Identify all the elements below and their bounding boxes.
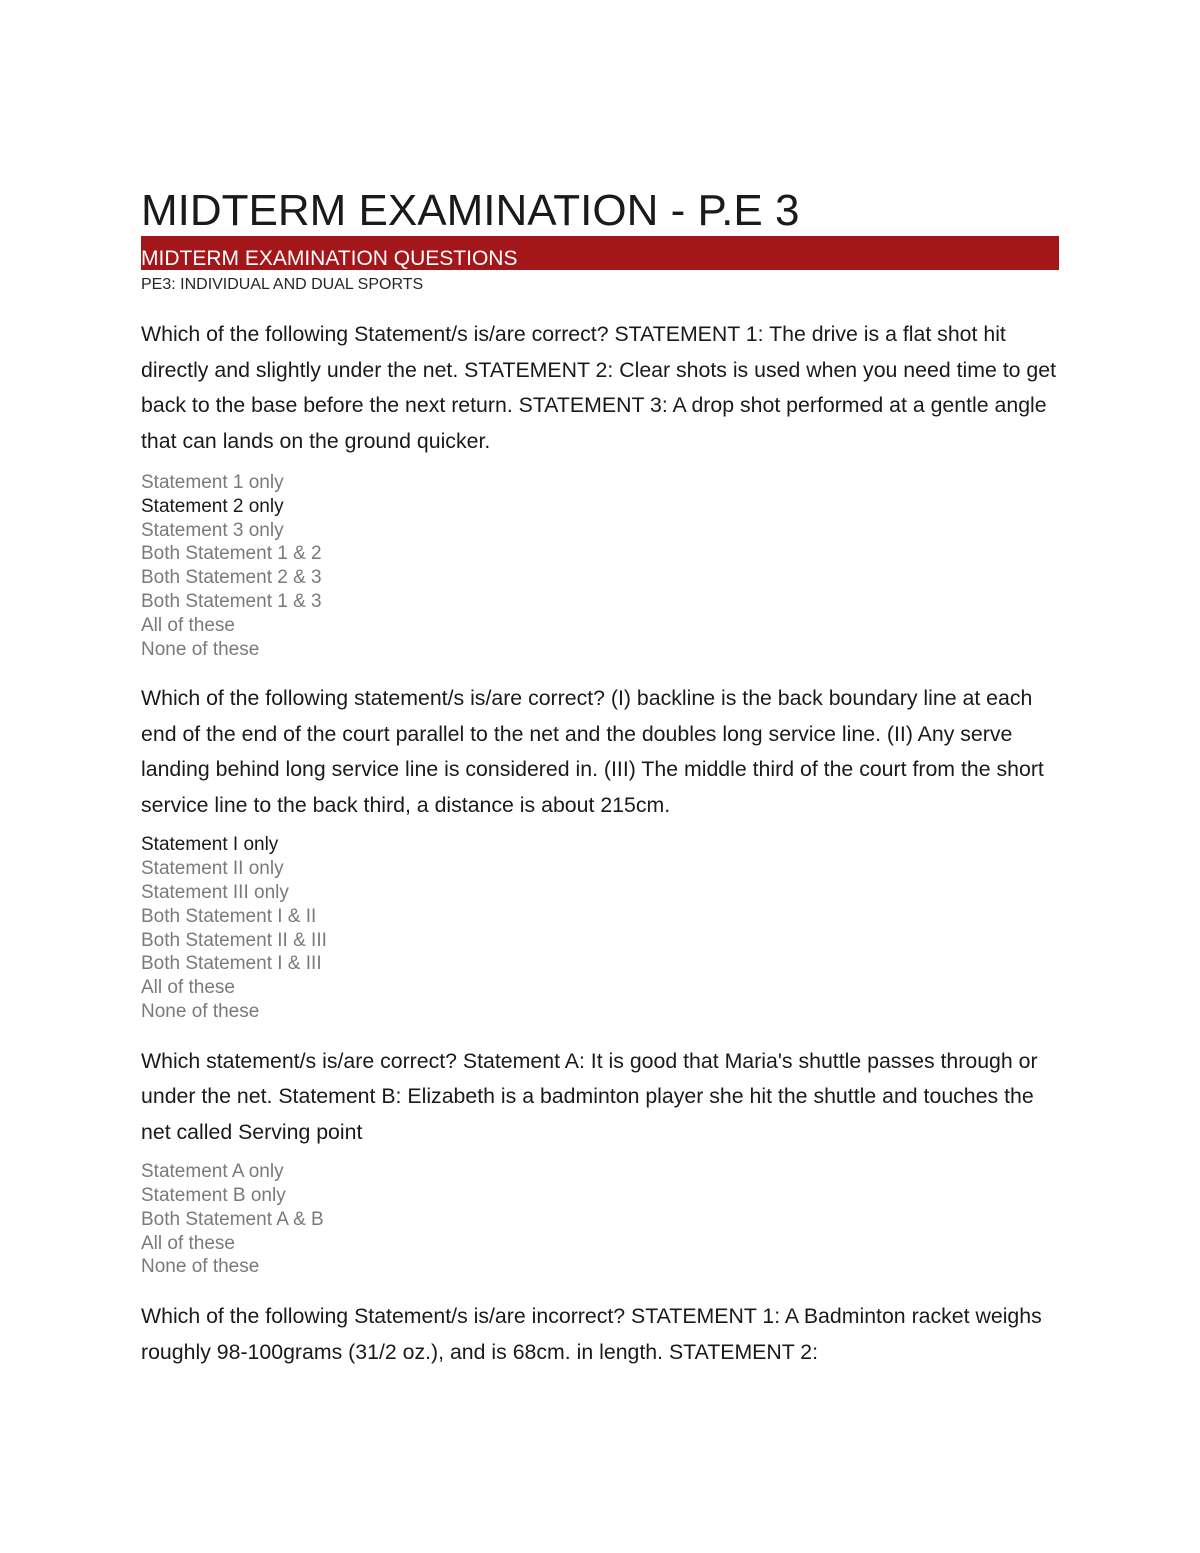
question-2-text: Which of the following statement/s is/are correct? (I) backline is the back boundary line at each end of the end of the court parallel to the net and the doubles long service line. (II) Any serve landing behind long service line is considered in. (III) The middle third of the court from the short service line to the back third, a distance is about 215cm. <box>141 686 1044 817</box>
question-4-text: Which of the following Statement/s is/are incorrect? STATEMENT 1: A Badminton racket weighs roughly 98-100grams (31/2 oz.), and is 68cm. in length. STATEMENT 2: <box>141 1304 1042 1364</box>
question-3-option-4[interactable]: All of these <box>141 1232 235 1254</box>
question-2-option-8[interactable]: None of these <box>141 1000 260 1022</box>
section-banner: MIDTERM EXAMINATION QUESTIONS <box>141 236 1059 270</box>
course-subtitle: PE3: INDIVIDUAL AND DUAL SPORTS <box>141 276 424 293</box>
question-3-option-2[interactable]: Statement B only <box>141 1185 286 1207</box>
question-1-options <box>141 471 1059 661</box>
question-3-option-1[interactable]: Statement A only <box>141 1161 284 1183</box>
question-2-option-2[interactable]: Statement II only <box>141 858 284 880</box>
document-title: MIDTERM EXAMINATION - P.E 3 <box>141 186 800 235</box>
question-2-options <box>141 833 1059 1023</box>
question-2-option-6[interactable]: Both Statement I & III <box>141 953 322 975</box>
question-3-option-3[interactable]: Both Statement A & B <box>141 1208 324 1230</box>
question-1-text: Which of the following Statement/s is/are correct? STATEMENT 1: The drive is a flat shot hit directly and slightly under the net. STATEMENT 2: Clear shots is used when you need time to get back to the base before the next return. STATEMENT 3: A drop shot performed at a gentle angle that can lands on the ground quicker. <box>141 322 1057 453</box>
question-1-option-7[interactable]: All of these <box>141 614 235 636</box>
question-1-option-1[interactable]: Statement 1 only <box>141 472 284 493</box>
question-2-option-7[interactable]: All of these <box>141 977 235 999</box>
question-3-option-5[interactable]: None of these <box>141 1256 260 1278</box>
question-3-options <box>141 1160 1059 1279</box>
question-2-option-5[interactable]: Both Statement II & III <box>141 929 327 951</box>
question-1-option-2-selected[interactable]: Statement 2 only <box>141 495 284 517</box>
question-2-option-4[interactable]: Both Statement I & II <box>141 905 317 927</box>
question-1-option-3[interactable]: Statement 3 only <box>141 519 284 541</box>
document-page <box>141 188 1059 1370</box>
question-1-option-4[interactable]: Both Statement 1 & 2 <box>141 543 322 565</box>
question-1-option-6[interactable]: Both Statement 1 & 3 <box>141 590 322 612</box>
question-3-text: Which statement/s is/are correct? Statement A: It is good that Maria's shuttle passes through or under the net. Statement B: Elizabeth is a badminton player she hit the shuttle and touches the net called Serving point <box>141 1048 1038 1144</box>
question-2-option-1-selected[interactable]: Statement I only <box>141 834 279 856</box>
question-1-option-8[interactable]: None of these <box>141 638 260 660</box>
question-1-option-5[interactable]: Both Statement 2 & 3 <box>141 567 322 589</box>
question-2-option-3[interactable]: Statement III only <box>141 881 289 903</box>
